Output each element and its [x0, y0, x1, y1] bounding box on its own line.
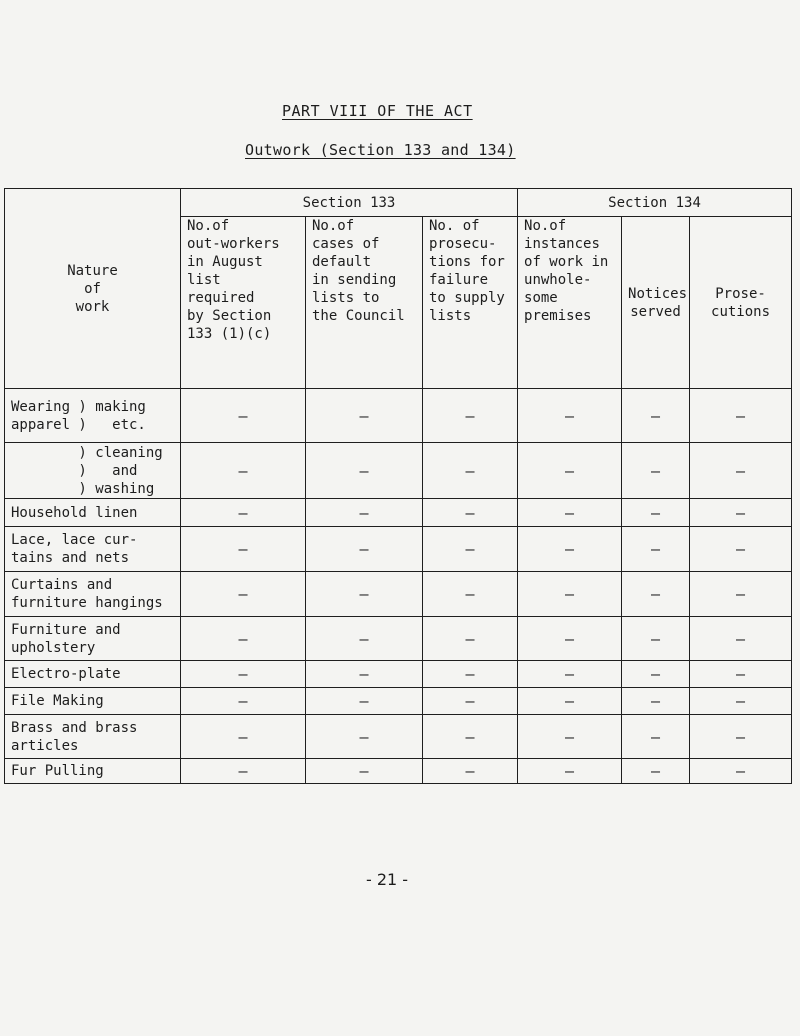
table-cell: –	[622, 688, 690, 715]
column-header-notices-served	[622, 217, 690, 389]
table-cell: –	[181, 688, 306, 715]
table-cell: –	[306, 572, 423, 617]
table-cell: –	[423, 661, 518, 688]
row-label: Curtains and furniture hangings	[5, 572, 181, 617]
table-cell: –	[181, 527, 306, 572]
table-cell: –	[622, 499, 690, 527]
table-cell: –	[690, 759, 792, 784]
column-header-text: No.of instances of work in unwhole- some premises	[524, 218, 609, 324]
table-cell: –	[622, 527, 690, 572]
table-cell: –	[423, 527, 518, 572]
table-row	[5, 527, 792, 572]
row-label: Brass and brass articles	[5, 715, 181, 759]
nature-of-work-header-text: Nature of work	[67, 262, 118, 315]
table-cell: –	[622, 572, 690, 617]
table-row	[5, 443, 792, 499]
table-cell: –	[181, 443, 306, 499]
column-header-text: Prose- cutions	[711, 285, 771, 320]
outwork-table	[4, 188, 792, 784]
table-row	[5, 715, 792, 759]
column-header-prosecutions-lists	[423, 217, 518, 389]
table-cell: –	[423, 759, 518, 784]
nature-of-work-header	[5, 189, 181, 389]
table-cell: –	[518, 715, 622, 759]
column-header-text: No.of out-workers in August list required by Section 133 (1)(c)	[187, 218, 280, 342]
table-cell: –	[423, 572, 518, 617]
table-cell: –	[306, 499, 423, 527]
column-header-text: Notices served	[628, 285, 688, 320]
section-subtitle: Outwork (Section 133 and 134)	[245, 141, 516, 159]
table-cell: –	[306, 715, 423, 759]
table-cell: –	[423, 688, 518, 715]
table-cell: –	[181, 389, 306, 443]
page-number: - 21 -	[366, 870, 409, 889]
table-row	[5, 688, 792, 715]
table-cell: –	[690, 617, 792, 661]
table-cell: –	[181, 572, 306, 617]
table-cell: –	[518, 389, 622, 443]
column-header-text: No. of prosecu- tions for failure to supply lists	[429, 218, 505, 324]
column-header-prosecutions	[690, 217, 792, 389]
row-label: Lace, lace cur- tains and nets	[5, 527, 181, 572]
row-label: Fur Pulling	[5, 759, 181, 784]
table-cell: –	[690, 661, 792, 688]
table-cell: –	[518, 572, 622, 617]
table-cell: –	[181, 715, 306, 759]
table-row	[5, 499, 792, 527]
column-header-outworkers	[181, 217, 306, 389]
table-cell: –	[306, 443, 423, 499]
table-cell: –	[306, 527, 423, 572]
table-cell: –	[518, 443, 622, 499]
row-label: Furniture and upholstery	[5, 617, 181, 661]
table-row	[5, 759, 792, 784]
table-cell: –	[423, 499, 518, 527]
table-row	[5, 389, 792, 443]
table-cell: –	[622, 759, 690, 784]
table-cell: –	[181, 759, 306, 784]
column-header-default-cases	[306, 217, 423, 389]
table-cell: –	[181, 499, 306, 527]
table-cell: –	[690, 572, 792, 617]
table-cell: –	[181, 661, 306, 688]
column-header-unwholesome-premises	[518, 217, 622, 389]
table-cell: –	[690, 389, 792, 443]
row-label: Electro-plate	[5, 661, 181, 688]
table-row	[5, 572, 792, 617]
table-cell: –	[518, 499, 622, 527]
table-cell: –	[423, 715, 518, 759]
section-134-header: Section 134	[518, 189, 792, 217]
table-row	[5, 661, 792, 688]
table-cell: –	[518, 688, 622, 715]
table-cell: –	[306, 759, 423, 784]
table-cell: –	[306, 688, 423, 715]
table-cell: –	[690, 715, 792, 759]
table-cell: –	[622, 443, 690, 499]
table-cell: –	[423, 443, 518, 499]
table-cell: –	[423, 617, 518, 661]
table-cell: –	[518, 527, 622, 572]
table-cell: –	[181, 617, 306, 661]
row-label: ) cleaning ) and ) washing	[5, 443, 181, 499]
table-cell: –	[306, 617, 423, 661]
section-133-header: Section 133	[181, 189, 518, 217]
table-cell: –	[690, 443, 792, 499]
part-title: PART VIII OF THE ACT	[282, 102, 473, 120]
table-cell: –	[690, 499, 792, 527]
row-label: Household linen	[5, 499, 181, 527]
column-header-text: No.of cases of default in sending lists to the Council	[312, 218, 405, 324]
table-cell: –	[622, 715, 690, 759]
table-cell: –	[690, 688, 792, 715]
table-cell: –	[622, 617, 690, 661]
table-cell: –	[306, 661, 423, 688]
table-row	[5, 617, 792, 661]
table-cell: –	[306, 389, 423, 443]
table-cell: –	[622, 661, 690, 688]
table-cell: –	[518, 759, 622, 784]
row-label: File Making	[5, 688, 181, 715]
table-cell: –	[423, 389, 518, 443]
table-cell: –	[518, 617, 622, 661]
table-cell: –	[622, 389, 690, 443]
table-cell: –	[690, 527, 792, 572]
row-label: Wearing ) making apparel ) etc.	[5, 389, 181, 443]
table-cell: –	[518, 661, 622, 688]
